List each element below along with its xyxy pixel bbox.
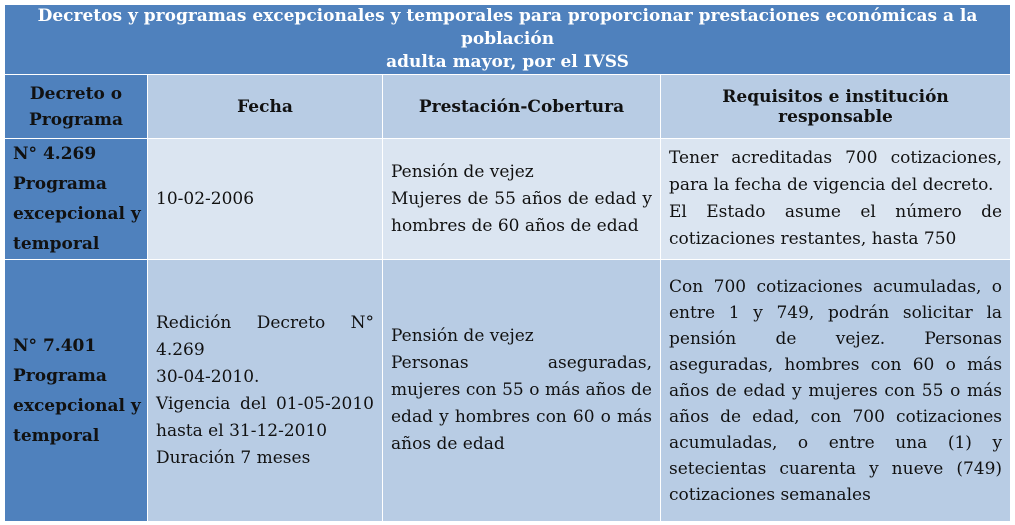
- header-decreto-line-2: Programa: [29, 109, 123, 130]
- row-2-fecha-line: 30-04-2010.: [156, 366, 260, 387]
- row-1-decreto: [5, 139, 148, 260]
- header-requisitos: Requisitos e institución responsable: [661, 75, 1011, 139]
- benefits-table-container: [4, 4, 1010, 522]
- row-2-decreto-line: N° 7.401: [13, 335, 97, 356]
- row-1-requisitos: [661, 139, 1011, 260]
- title-row: [5, 5, 1011, 75]
- row-2-prestacion-detail: Personas aseguradas, mujeres con 55 o más años de edad y hombres con 60 o más años de edad: [391, 353, 652, 454]
- row-1-decreto-line: excepcional y: [13, 204, 141, 224]
- table-title: [5, 5, 1011, 75]
- table-title-line-2: adulta mayor, por el IVSS: [386, 52, 629, 72]
- row-1-requisitos-para-2: El Estado asume el número de cotizaciones restantes, hasta 750: [669, 202, 1003, 249]
- row-2-decreto: [5, 260, 148, 522]
- row-2-fecha-line: Redición Decreto N° 4.269: [156, 312, 374, 360]
- row-2-decreto-line: temporal: [13, 425, 100, 446]
- header-fecha: Fecha: [148, 75, 383, 139]
- row-2-decreto-line: Programa: [13, 365, 107, 386]
- header-decreto-line-1: Decreto o: [29, 83, 123, 104]
- table-title-line-1: Decretos y programas excepcionales y temporales para proporcionar prestaciones económicas a la población: [37, 6, 978, 49]
- table-row: [5, 260, 1011, 522]
- row-1-requisitos-para-1: Tener acreditadas 700 cotizaciones, para la fecha de vigencia del decreto.: [669, 148, 1003, 195]
- header-prestacion: Prestación-Cobertura: [383, 75, 661, 139]
- row-2-decreto-line: excepcional y: [13, 395, 141, 416]
- row-2-fecha-line: Vigencia del 01-05-2010 hasta el 31-12-2010: [156, 393, 374, 441]
- row-2-requisitos: [661, 260, 1011, 522]
- row-1-prestacion-title: Pensión de vejez: [391, 161, 534, 182]
- table-row: [5, 139, 1011, 260]
- header-row: [5, 75, 1011, 139]
- row-1-decreto-line: N° 4.269: [13, 144, 97, 164]
- row-1-fecha: [148, 139, 383, 260]
- row-1-prestacion-detail: Mujeres de 55 años de edad y hombres de 60 años de edad: [391, 188, 652, 236]
- row-1-prestacion: [383, 139, 661, 260]
- row-1-fecha-text: 10-02-2006: [156, 188, 255, 209]
- row-2-prestacion-title: Pensión de vejez: [391, 326, 534, 346]
- row-2-fecha-line: Duración 7 meses: [156, 447, 311, 468]
- row-1-decreto-line: Programa: [13, 174, 107, 194]
- row-2-fecha: [148, 260, 383, 522]
- row-1-decreto-line: temporal: [13, 234, 100, 254]
- benefits-table: [4, 4, 1011, 522]
- row-2-prestacion: [383, 260, 661, 522]
- row-2-requisitos-para-1: Con 700 cotizaciones acumuladas, o entre 1 y 749, podrán solicitar la pensión de vejez. Personas aseguradas, hombres con 60 o más años de edad y mujeres con 55 o más años de edad, con 700 cotizaciones acumuladas, o entre una (1) y setecientas cuarenta y nueve (749) cotizaciones semanales: [669, 276, 1003, 505]
- header-decreto: [5, 75, 148, 139]
